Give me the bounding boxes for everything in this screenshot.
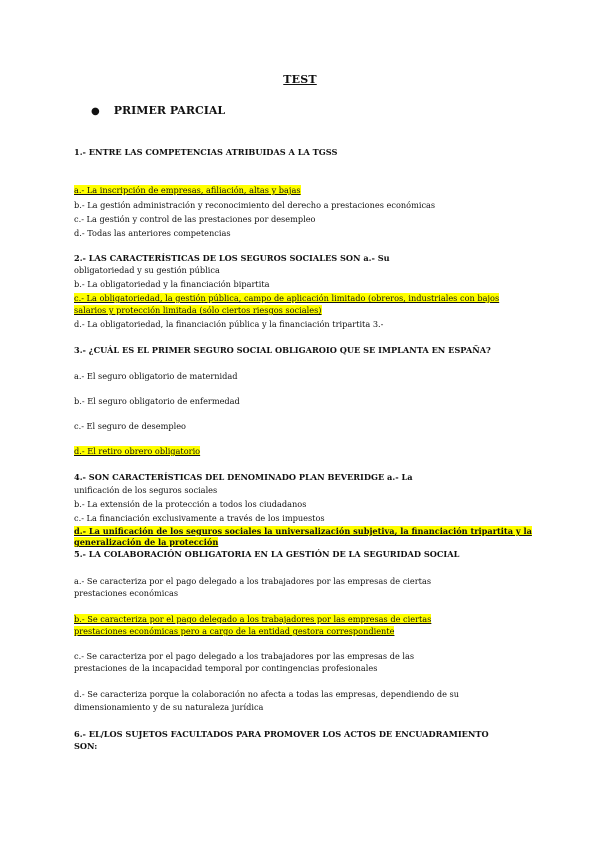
section-label: PRIMER PARCIAL [113,104,226,117]
question-2-line-1: 2.- LAS CARACTERÍSTICAS DE LOS SEGUROS SOCIALES SON a.- Su [74,253,390,263]
q5-option-c-line-1: c.- Se caracteriza por el pago delegado a los trabajadores por las empresas de las [74,651,415,661]
q3-option-d [74,446,200,456]
q5-option-d-line-1: d.- Se caracteriza porque la colaboración no afecta a todas las empresas, dependiendo de su [74,689,460,699]
q2-answer-highlight-2: salarios y protección limitada (sólo ciertos riesgos sociales) [74,305,322,315]
q3-option-a: a.- El seguro obligatorio de maternidad [74,371,238,381]
q4-option-c: c.- La financiación exclusivamente a través de los impuestos [74,513,325,523]
q2-option-c-line-1 [74,293,499,303]
question-1: 1.- ENTRE LAS COMPETENCIAS ATRIBUIDAS A LA TGSS [74,147,338,157]
q5-option-c-line-2: prestaciones de la incapacidad temporal por contingencias profesionales [74,663,378,673]
question-5: 5.- LA COLABORACIÓN OBLIGATORIA EN LA GESTIÓN DE LA SEGURIDAD SOCIAL [74,549,460,559]
section-heading [91,104,225,117]
question-3: 3.- ¿CUÁL ES EL PRIMER SEGURO SOCIAL OBLIGAROIO QUE SE IMPLANTA EN ESPAÑA? [74,345,491,355]
document-title: TEST [283,73,317,86]
question-4-line-1: 4.- SON CARACTERÍSTICAS DEL DENOMINADO PLAN BEVERIDGE a.- La [74,472,413,482]
q5-option-a-line-1: a.- Se caracteriza por el pago delegado a los trabajadores por las empresas de ciertas [74,576,432,586]
q4-option-d-line-2 [74,537,218,547]
q4-answer-highlight-1: d.- La unificación de los seguros sociales la universalización subjetiva, la financiación tripartita y la [74,526,532,536]
question-4-line-2: unificación de los seguros sociales [74,485,218,495]
q1-answer-highlight: a.- La inscripción de empresas, afiliación, altas y bajas [74,185,301,195]
q2-option-b: b.- La obligatoriedad y la financiación bipartita [74,279,270,289]
q3-option-b: b.- El seguro obligatorio de enfermedad [74,396,240,406]
q3-answer-highlight: d.- El retiro obrero obligatorio [74,446,201,456]
q3-option-c: c.- El seguro de desempleo [74,421,186,431]
q1-option-d: d.- Todas las anteriores competencias [74,228,231,238]
q1-option-b: b.- La gestión administración y reconocimiento del derecho a prestaciones económicas [74,200,436,210]
q2-answer-highlight-1: c.- La obligatoriedad, la gestión pública, campo de aplicación limitado (obreros, industriales con bajos [74,293,500,303]
question-2-line-2: obligatoriedad y su gestión pública [74,265,220,275]
q1-option-c: c.- La gestión y control de las prestaciones por desempleo [74,214,316,224]
q4-answer-highlight-2: generalización de la protección [74,537,219,547]
q5-option-a-line-2: prestaciones económicas [74,588,179,598]
q5-option-b-line-2 [74,626,394,636]
q2-option-c-line-2 [74,305,322,315]
q5-option-d-line-2: dimensionamiento y de su naturaleza jurídica [74,702,264,712]
q1-option-a [74,185,301,195]
bullet-icon: ● [91,106,100,117]
q5-answer-highlight-2: prestaciones económicas pero a cargo de la entidad gestora correspondiente [74,626,395,636]
q4-option-b: b.- La extensión de la protección a todos los ciudadanos [74,499,307,509]
q2-option-d: d.- La obligatoriedad, la financiación pública y la financiación tripartita 3.- [74,319,384,329]
q4-option-d-line-1 [74,526,532,536]
q5-option-b-line-1 [74,614,431,624]
question-6-line-1: 6.- EL/LOS SUJETOS FACULTADOS PARA PROMOVER LOS ACTOS DE ENCUADRAMIENTO [74,729,489,739]
question-6-line-2: SON: [74,741,98,751]
q5-answer-highlight-1: b.- Se caracteriza por el pago delegado a los trabajadores por las empresas de ciertas [74,614,432,624]
